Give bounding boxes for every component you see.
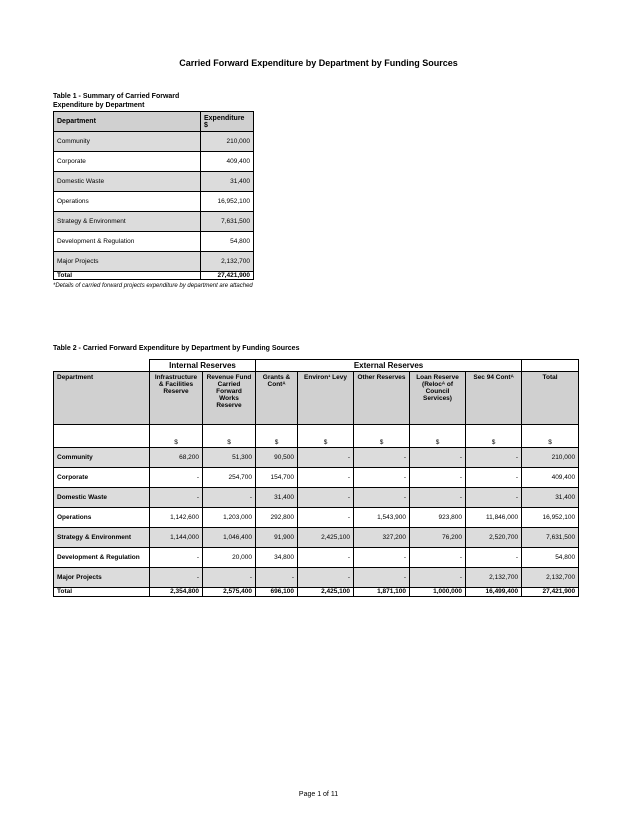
amount-cell: 210,000 (522, 448, 579, 468)
amount-cell: 327,200 (354, 528, 410, 548)
amount-cell: - (466, 548, 522, 568)
amount-cell: 16,952,100 (522, 508, 579, 528)
column-header: Loan Reserve (Relocᴬ of Council Services) (410, 372, 466, 425)
amount-cell: 2,520,700 (466, 528, 522, 548)
column-header: Revenue Fund Carried Forward Works Reserve (203, 372, 256, 425)
column-header: Environ¹ Levy (298, 372, 354, 425)
amount-cell: - (298, 548, 354, 568)
amount-cell: 90,500 (256, 448, 298, 468)
total-row (54, 588, 579, 597)
total-cell: 16,499,400 (466, 588, 522, 597)
amount-cell: 34,800 (256, 548, 298, 568)
unit-cell: $ (466, 437, 522, 448)
table-row (54, 232, 254, 252)
amount-cell: 31,400 (522, 488, 579, 508)
amount-cell: - (354, 568, 410, 588)
table-row (54, 172, 254, 192)
expenditure-cell: 409,400 (201, 152, 254, 172)
department-cell: Development & Regulation (54, 548, 150, 568)
department-cell: Strategy & Environment (54, 528, 150, 548)
department-cell: Operations (54, 192, 201, 212)
table-row (54, 468, 579, 488)
expenditure-cell: 210,000 (201, 132, 254, 152)
amount-cell: 923,800 (410, 508, 466, 528)
table-row (54, 132, 254, 152)
amount-cell: 154,700 (256, 468, 298, 488)
department-summary-table (53, 111, 254, 280)
total-cell: 696,100 (256, 588, 298, 597)
amount-cell: - (298, 508, 354, 528)
amount-cell: - (298, 568, 354, 588)
unit-cell: $ (410, 437, 466, 448)
table1-caption-line2: Expenditure by Department (53, 102, 145, 109)
column-header: Department (54, 372, 150, 425)
table-row (54, 568, 579, 588)
total-cell: 2,575,400 (203, 588, 256, 597)
expenditure-cell: 16,952,100 (201, 192, 254, 212)
amount-cell: - (410, 488, 466, 508)
amount-cell: 31,400 (256, 488, 298, 508)
amount-cell: - (203, 488, 256, 508)
amount-cell: - (354, 468, 410, 488)
table-row (54, 252, 254, 272)
amount-cell: 76,200 (410, 528, 466, 548)
table1-caption-line1: Table 1 - Summary of Carried Forward (53, 93, 180, 100)
total-cell: 1,000,000 (410, 588, 466, 597)
unit-cell: $ (298, 437, 354, 448)
group-external-reserves: External Reserves (256, 360, 522, 372)
amount-cell: - (203, 568, 256, 588)
department-cell: Corporate (54, 468, 150, 488)
table-row (54, 548, 579, 568)
amount-cell: - (298, 468, 354, 488)
department-cell: Community (54, 448, 150, 468)
amount-cell: - (466, 488, 522, 508)
amount-cell: 1,203,000 (203, 508, 256, 528)
group-internal-reserves: Internal Reserves (150, 360, 256, 372)
column-header: Grants & Contᴬ (256, 372, 298, 425)
total-cell: 27,421,900 (522, 588, 579, 597)
department-cell: Corporate (54, 152, 201, 172)
amount-cell: - (466, 448, 522, 468)
table-row (54, 192, 254, 212)
amount-cell: - (150, 468, 203, 488)
amount-cell: 54,800 (522, 548, 579, 568)
total-cell: 1,871,100 (354, 588, 410, 597)
unit-cell: $ (203, 437, 256, 448)
column-header: Total (522, 372, 579, 425)
amount-cell: 254,700 (203, 468, 256, 488)
amount-cell: - (354, 448, 410, 468)
department-cell: Community (54, 132, 201, 152)
department-cell: Operations (54, 508, 150, 528)
department-cell: Major Projects (54, 252, 201, 272)
funding-sources-table (53, 359, 579, 597)
unit-cell: $ (354, 437, 410, 448)
unit-cell: $ (522, 437, 579, 448)
total-cell: 2,425,100 (298, 588, 354, 597)
col-department: Department (54, 112, 201, 132)
table-row (54, 508, 579, 528)
amount-cell: 1,046,400 (203, 528, 256, 548)
amount-cell: - (410, 468, 466, 488)
amount-cell: 409,400 (522, 468, 579, 488)
total-cell: 2,354,800 (150, 588, 203, 597)
amount-cell: 51,300 (203, 448, 256, 468)
table-row (54, 528, 579, 548)
amount-cell: - (298, 448, 354, 468)
amount-cell: - (256, 568, 298, 588)
amount-cell: 2,132,700 (466, 568, 522, 588)
amount-cell: - (466, 468, 522, 488)
table-row (54, 488, 579, 508)
expenditure-cell: 2,132,700 (201, 252, 254, 272)
table1-caption (53, 92, 179, 110)
amount-cell: 1,142,600 (150, 508, 203, 528)
column-header: Other Reserves (354, 372, 410, 425)
amount-cell: - (298, 488, 354, 508)
amount-cell: - (354, 548, 410, 568)
amount-cell: - (150, 488, 203, 508)
column-header: Infrastructure & Facilities Reserve (150, 372, 203, 425)
amount-cell: - (410, 448, 466, 468)
page-title: Carried Forward Expenditure by Department by Funding Sources (179, 58, 458, 68)
amount-cell: 1,144,000 (150, 528, 203, 548)
table1-note: *Details of carried forward projects expenditure by department are attached (53, 283, 253, 289)
department-cell: Domestic Waste (54, 172, 201, 192)
expenditure-cell: 31,400 (201, 172, 254, 192)
amount-cell: - (150, 568, 203, 588)
page-footer: Page 1 of 11 (298, 791, 339, 798)
col-expenditure: Expenditure $ (201, 112, 254, 132)
department-cell: Domestic Waste (54, 488, 150, 508)
expenditure-cell: 54,800 (201, 232, 254, 252)
total-value: 27,421,900 (201, 272, 254, 280)
amount-cell: - (410, 568, 466, 588)
amount-cell: 11,846,000 (466, 508, 522, 528)
amount-cell: - (410, 548, 466, 568)
amount-cell: 2,132,700 (522, 568, 579, 588)
table-row (54, 152, 254, 172)
table-row (54, 212, 254, 232)
amount-cell: - (150, 548, 203, 568)
table2-caption: Table 2 - Carried Forward Expenditure by Department by Funding Sources (53, 345, 300, 352)
total-label: Total (54, 588, 150, 597)
amount-cell: - (354, 488, 410, 508)
department-cell: Development & Regulation (54, 232, 201, 252)
table-row (54, 448, 579, 468)
amount-cell: 68,200 (150, 448, 203, 468)
amount-cell: 20,000 (203, 548, 256, 568)
expenditure-cell: 7,631,500 (201, 212, 254, 232)
total-row (54, 272, 254, 280)
column-header: Sec 94 Contᴬ (466, 372, 522, 425)
department-cell: Major Projects (54, 568, 150, 588)
total-label: Total (54, 272, 201, 280)
unit-cell: $ (256, 437, 298, 448)
amount-cell: 1,543,900 (354, 508, 410, 528)
unit-cell: $ (150, 437, 203, 448)
amount-cell: 7,631,500 (522, 528, 579, 548)
amount-cell: 292,800 (256, 508, 298, 528)
amount-cell: 2,425,100 (298, 528, 354, 548)
department-cell: Strategy & Environment (54, 212, 201, 232)
amount-cell: 91,900 (256, 528, 298, 548)
